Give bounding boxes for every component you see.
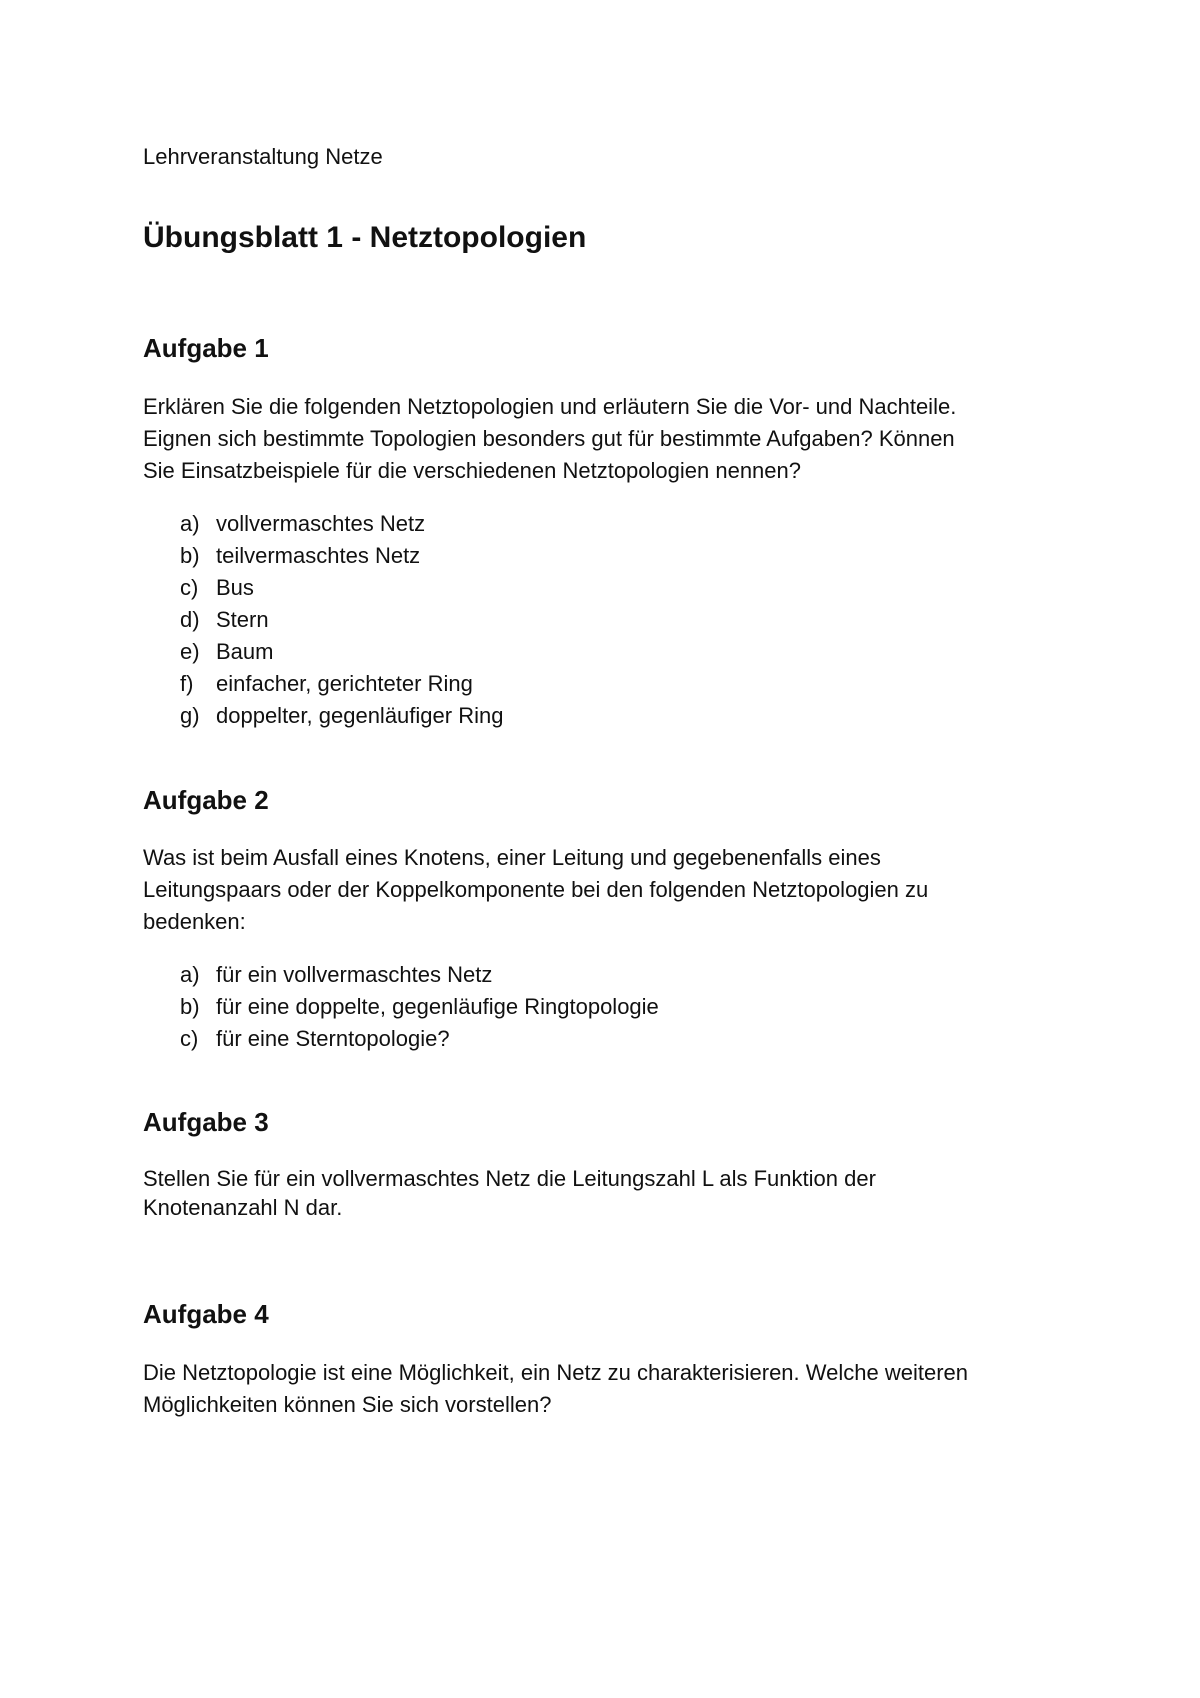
list-item	[180, 668, 503, 700]
list-item-text: doppelter, gegenläufiger Ring	[216, 703, 504, 728]
task-1-description-line: Eignen sich bestimmte Topologien besonders gut für bestimmte Aufgaben? Können	[143, 426, 955, 451]
task-2-description-line: bedenken:	[143, 909, 246, 934]
list-marker: e)	[180, 639, 200, 664]
list-marker: b)	[180, 543, 200, 568]
list-marker: a)	[180, 511, 200, 536]
list-item-text: Stern	[216, 607, 269, 632]
list-item-text: Bus	[216, 575, 254, 600]
list-item-text: für eine doppelte, gegenläufige Ringtopologie	[216, 994, 659, 1019]
list-item	[180, 636, 503, 668]
list-item-text: vollvermaschtes Netz	[216, 511, 426, 536]
list-item	[180, 604, 503, 636]
list-item-text: für ein vollvermaschtes Netz	[216, 962, 493, 987]
task-1-description-line: Erklären Sie die folgenden Netztopologien und erläutern Sie die Vor- und Nachteile.	[143, 394, 957, 419]
list-item-text: für eine Sterntopologie?	[216, 1026, 450, 1051]
task-4-description-line: Die Netztopologie ist eine Möglichkeit, ein Netz zu charakterisieren. Welche weiteren	[143, 1360, 968, 1385]
task-2-description-line: Was ist beim Ausfall eines Knotens, einer Leitung und gegebenenfalls eines	[143, 845, 881, 870]
task-4-heading: Aufgabe 4	[143, 1299, 269, 1329]
task-3-description-line: Stellen Sie für ein vollvermaschtes Netz die Leitungszahl L als Funktion der	[143, 1166, 876, 1191]
list-marker: c)	[180, 1026, 199, 1051]
task-1-description	[143, 391, 1103, 487]
task-4-description	[143, 1357, 1103, 1421]
task-1-topology-list	[180, 508, 503, 732]
list-item	[180, 1023, 659, 1055]
task-1-heading: Aufgabe 1	[143, 333, 269, 363]
task-2-heading: Aufgabe 2	[143, 785, 269, 815]
list-marker: g)	[180, 703, 200, 728]
task-3-description-line: Knotenanzahl N dar.	[143, 1195, 343, 1220]
list-marker: a)	[180, 962, 200, 987]
list-item	[180, 700, 503, 732]
list-marker: f)	[180, 671, 194, 696]
list-marker: b)	[180, 994, 200, 1019]
list-item-text: Baum	[216, 639, 274, 664]
task-1-description-line: Sie Einsatzbeispiele für die verschiedenen Netztopologien nennen?	[143, 458, 802, 483]
task-2-description	[143, 842, 1103, 938]
list-item	[180, 540, 503, 572]
task-4-description-line: Möglichkeiten können Sie sich vorstellen?	[143, 1392, 552, 1417]
list-item	[180, 508, 503, 540]
list-marker: c)	[180, 575, 199, 600]
sheet-title: Übungsblatt 1 - Netztopologien	[143, 221, 587, 254]
list-marker: d)	[180, 607, 200, 632]
list-item-text: einfacher, gerichteter Ring	[216, 671, 473, 696]
list-item	[180, 991, 659, 1023]
list-item	[180, 959, 659, 991]
task-3-heading: Aufgabe 3	[143, 1107, 269, 1137]
task-3-description	[143, 1164, 1103, 1222]
task-2-description-line: Leitungspaars oder der Koppelkomponente bei den folgenden Netztopologien zu	[143, 877, 929, 902]
course-name: Lehrveranstaltung Netze	[143, 144, 383, 169]
list-item-text: teilvermaschtes Netz	[216, 543, 421, 568]
task-2-list	[180, 959, 659, 1055]
list-item	[180, 572, 503, 604]
